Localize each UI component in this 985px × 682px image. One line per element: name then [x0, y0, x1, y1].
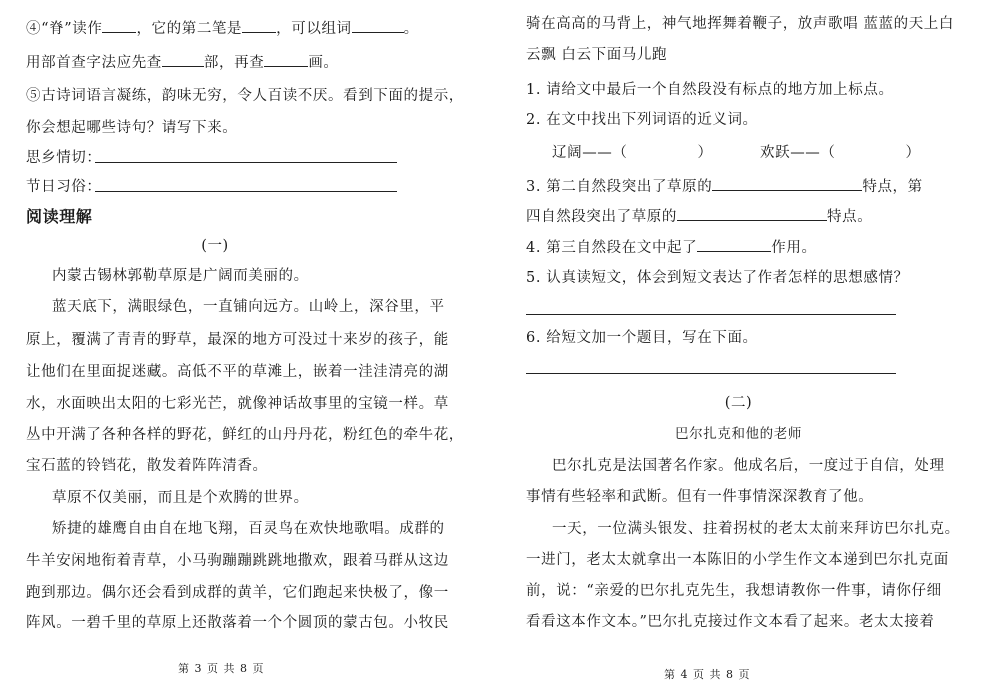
answer-blank[interactable] [697, 237, 771, 252]
passage-2-number: (二) [724, 395, 753, 411]
passage-1-line: 让他们在里面捉迷藏。高低不平的草滩上，嵌着一洼洼清亮的湖 [26, 364, 449, 380]
passage-1-continuation-line: 骑在高高的马背上，神气地挥舞着鞭子，放声歌唱 蓝蓝的天上白 [526, 16, 955, 32]
passage-1-line: 矫捷的雄鹰自由自在地飞翔，百灵鸟在欢快地歌唱。成群的 [52, 521, 445, 537]
passage-1-line: 水，水面映出太阳的七彩光芒，就像神话故事里的宝镜一样。草 [26, 396, 449, 412]
passage-2-line: 一天，一位满头银发、拄着拐杖的老太太前来拜访巴尔扎克。 [552, 521, 960, 537]
answer-blank[interactable] [242, 18, 276, 33]
q4-text-e: 用部首查字法应先查 [26, 55, 162, 71]
prompt-homesick: 思乡情切： [26, 150, 102, 166]
answer-blank[interactable] [264, 52, 308, 67]
passage-1-line: 原上，覆满了青青的野草，最深的地方可没过十来岁的孩子，能 [26, 332, 449, 348]
passage-1-line: 阵风。一碧千里的草原上还散落着一个个圆顶的蒙古包。小牧民 [26, 615, 449, 631]
q4-text-f: 部，再查 [203, 55, 265, 71]
page-4 [492, 0, 985, 682]
passage-1-line: 蓝天底下，满眼绿色，一直铺向远方。山岭上，深谷里，平 [52, 299, 445, 315]
answer-line[interactable] [95, 162, 397, 163]
section-title-reading: 阅读理解 [26, 207, 93, 226]
answer-blank[interactable] [352, 18, 404, 33]
q4-text-g: 画。 [308, 55, 339, 71]
prompt-festival: 节日习俗： [26, 179, 102, 195]
passage-2-line: 巴尔扎克是法国著名作家。他成名后，一度过于自信，处理 [552, 458, 945, 474]
answer-line[interactable] [95, 191, 397, 192]
answer-line[interactable] [526, 373, 896, 374]
q4-text-b: ，它的第二笔是 [136, 21, 243, 37]
page-number-footer: 第 4 页 共 8 页 [664, 668, 751, 681]
passage-2-line: 事情有些轻率和武断。但有一件事情深深教育了他。 [526, 489, 874, 505]
page-number-footer: 第 3 页 共 8 页 [178, 662, 265, 675]
passage-2-line: 看看这本作文本。”巴尔扎克接过作文本看了起来。老太太接着 [526, 614, 935, 630]
q4-text-d: 。 [403, 21, 419, 37]
answer-blank[interactable] [712, 176, 862, 191]
passage-1-number: (一) [201, 238, 229, 254]
answer-blank[interactable] [162, 52, 204, 67]
passage-1-line: 内蒙古锡林郭勒草原是广阔而美丽的。 [52, 268, 309, 284]
passage-2-line: 前，说：“亲爱的巴尔扎克先生，我想请教你一件事，请你仔细 [526, 583, 942, 599]
passage-1-line: 丛中开满了各种各样的野花，鲜红的山丹丹花，粉红色的牵牛花， [26, 427, 464, 443]
question-6: 6. 给短文加一个题目，写在下面。 [526, 330, 758, 346]
q4-text-c: ，可以组词 [276, 21, 352, 37]
question-1: 1. 请给文中最后一个自然段没有标点的地方加上标点。 [526, 82, 894, 98]
answer-blank[interactable] [677, 206, 827, 221]
q4-text-a: ④“脊”读作 [26, 21, 103, 37]
question-2: 2. 在文中找出下列词语的近义词。 [526, 112, 758, 128]
passage-2-line: 一进门，老太太就拿出一本陈旧的小学生作文本递到巴尔扎克面 [526, 552, 949, 568]
passage-2-title: 巴尔扎克和他的老师 [675, 426, 802, 442]
question-5-line-1: ⑤古诗词语言凝练，韵味无穷，令人百读不厌。看到下面的提示， [26, 88, 464, 104]
passage-1-line: 草原不仅美丽，而且是个欢腾的世界。 [52, 490, 309, 506]
answer-line[interactable] [526, 314, 896, 315]
passage-1-continuation-line: 云飘 白云下面马儿跑 [526, 47, 668, 63]
question-5-line-2: 你会想起哪些诗句？请写下来。 [26, 120, 238, 136]
q2-synonym-1: 辽阔——（ ） [552, 145, 713, 161]
passage-1-line: 跑到那边。偶尔还会看到成群的黄羊，它们跑起来快极了，像一 [26, 585, 449, 601]
q2-synonym-2: 欢跃——（ ） [760, 145, 921, 161]
passage-1-line: 宝石蓝的铃铛花，散发着阵阵清香。 [26, 458, 268, 474]
question-4-line-2 [26, 52, 339, 73]
question-4: 4. 第三自然段在文中起了 作用。 [526, 237, 817, 258]
question-5: 5. 认真读短文，体会到短文表达了作者怎样的思想感情？ [526, 270, 909, 286]
question-3-line-1: 3. 第二自然段突出了草原的 特点，第 [526, 176, 923, 197]
answer-blank[interactable] [102, 18, 136, 33]
page-3 [0, 0, 492, 682]
question-3-line-2: 四自然段突出了草原的 特点。 [526, 206, 872, 227]
question-4-line-1 [26, 18, 419, 39]
passage-1-line: 牛羊安闲地衔着青草，小马驹蹦蹦跳跳地撒欢，跟着马群从这边 [26, 553, 449, 569]
